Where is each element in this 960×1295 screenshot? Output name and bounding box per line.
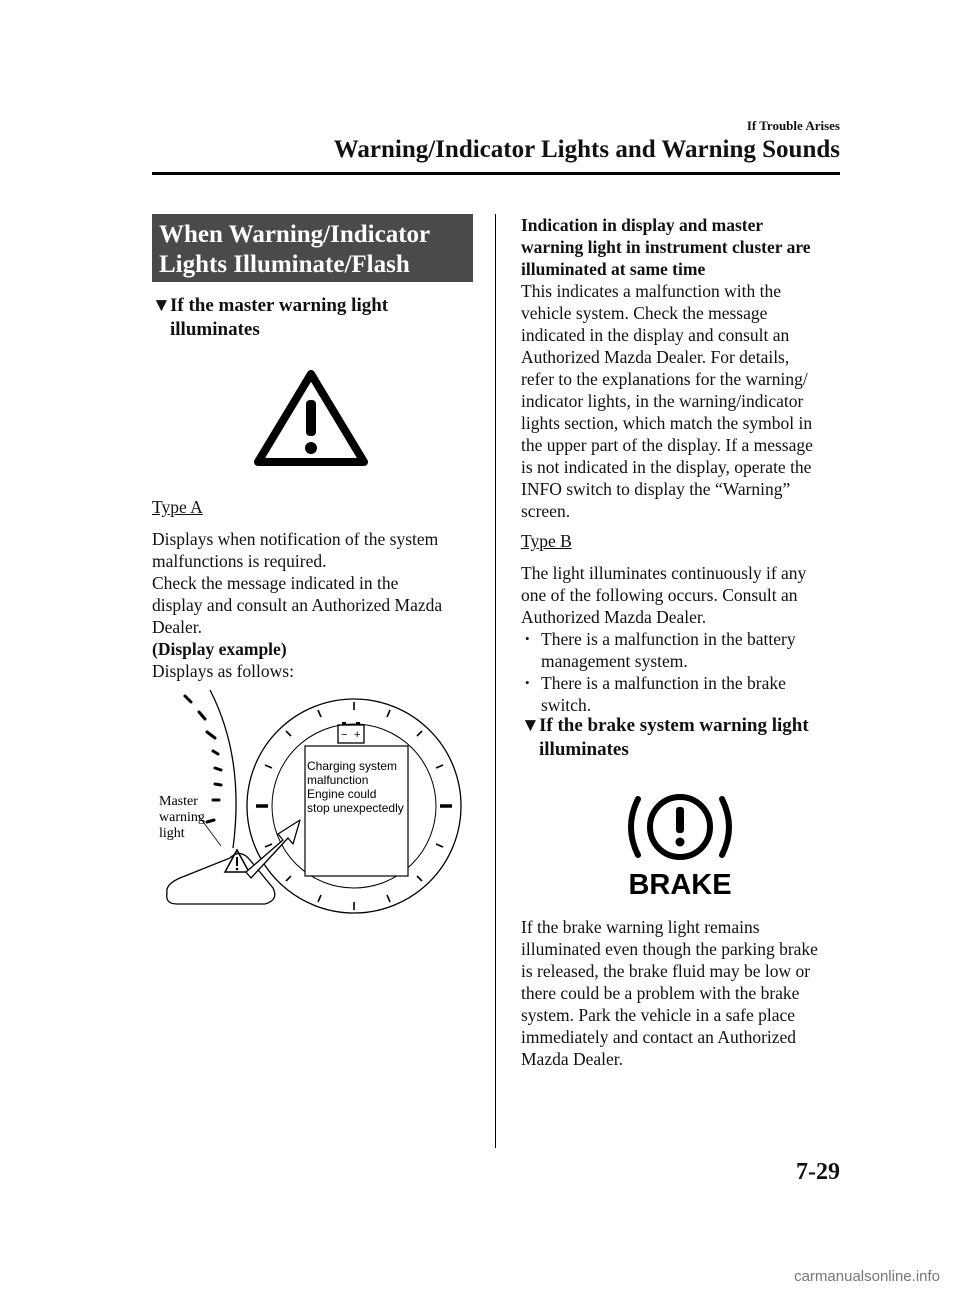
brake-heading-line-2: illuminates bbox=[539, 739, 629, 760]
master-heading bbox=[152, 294, 472, 342]
type-a-line: Check the message indicated in the bbox=[152, 573, 399, 593]
indication-heading-line: illuminated at same time bbox=[521, 259, 706, 279]
brake-heading-line-1: If the brake system warning light bbox=[539, 715, 809, 736]
bullet-line: switch. bbox=[541, 695, 592, 715]
page-number: 7-29 bbox=[796, 1159, 840, 1185]
display-message-line: malfunction bbox=[307, 773, 369, 787]
master-warning-label-line: Master bbox=[159, 794, 198, 809]
displays-as-text: Displays as follows: bbox=[152, 661, 294, 681]
section-label: If Trouble Arises bbox=[746, 118, 840, 133]
indication-text-line: the upper part of the display. If a message bbox=[521, 435, 813, 455]
type-b-line: one of the following occurs. Consult an bbox=[521, 585, 798, 605]
display-message-line: Engine could bbox=[307, 787, 377, 801]
banner-line-1: When Warning/Indicator bbox=[159, 221, 431, 248]
brake-heading bbox=[521, 714, 843, 762]
indication-text-line: screen. bbox=[521, 501, 571, 521]
display-message-line: Charging system bbox=[307, 759, 398, 773]
triangle-bullet-icon: ▼ bbox=[521, 715, 540, 736]
indication-text-line: indicator lights, in the warning/indicator bbox=[521, 391, 804, 411]
brake-icon-label: BRAKE bbox=[628, 869, 732, 897]
master-warning-label-line: light bbox=[159, 826, 185, 841]
bullet-item bbox=[521, 672, 843, 716]
indication-text-line: refer to the explanations for the warning/ bbox=[521, 369, 808, 389]
bullet-line: management system. bbox=[541, 651, 688, 671]
indication-text-line: INFO switch to display the “Warning” bbox=[521, 479, 791, 499]
type-a-block bbox=[152, 496, 472, 682]
indication-heading-line: warning light in instrument cluster are bbox=[521, 237, 811, 257]
indication-heading-line: Indication in display and master bbox=[521, 215, 764, 235]
header-rule bbox=[152, 172, 840, 175]
brake-text-line: illuminated even though the parking brake bbox=[521, 939, 818, 959]
battery-minus: − bbox=[341, 729, 348, 741]
instrument-cluster-diagram bbox=[155, 688, 465, 918]
type-a-line: display and consult an Authorized Mazda bbox=[152, 595, 443, 615]
type-b-line: Authorized Mazda Dealer. bbox=[521, 607, 707, 627]
bullet-item bbox=[521, 628, 843, 672]
indication-text-line: indicated in the display and consult an bbox=[521, 325, 790, 345]
type-a-label: Type A bbox=[152, 497, 203, 517]
indication-text-line: is not indicated in the display, operate the bbox=[521, 457, 812, 477]
brake-text-line: immediately and contact an Authorized bbox=[521, 1027, 797, 1047]
battery-icon bbox=[338, 722, 364, 743]
brake-text-line: is released, the brake fluid may be low or bbox=[521, 961, 811, 981]
type-b-label: Type B bbox=[521, 531, 572, 551]
watermark: carmanualsonline.info bbox=[794, 1268, 940, 1285]
bullet-line: • There is a malfunction in the battery bbox=[541, 629, 796, 649]
triangle-bullet-icon: ▼ bbox=[152, 295, 171, 316]
master-warning-label-line: warning bbox=[159, 810, 205, 825]
indication-text-line: vehicle system. Check the message bbox=[521, 303, 768, 323]
type-b-line: The light illuminates continuously if any bbox=[521, 563, 807, 583]
brake-text-line: If the brake warning light remains bbox=[521, 917, 760, 937]
brake-text-line: system. Park the vehicle in a safe place bbox=[521, 1005, 796, 1025]
master-heading-line-1: If the master warning light bbox=[170, 295, 389, 316]
master-heading-line-2: illuminates bbox=[170, 319, 260, 340]
display-message-line: stop unexpectedly bbox=[307, 801, 404, 815]
type-a-line: Displays when notification of the system bbox=[152, 529, 439, 549]
page-title: Warning/Indicator Lights and Warning Sounds bbox=[333, 136, 840, 163]
brake-warning-icon bbox=[620, 785, 740, 897]
master-warning-icon bbox=[252, 368, 370, 468]
indication-text-line: Authorized Mazda Dealer. For details, bbox=[521, 347, 790, 367]
banner-line-2: Lights Illuminate/Flash bbox=[159, 251, 410, 278]
indication-text-line: lights section, which match the symbol in bbox=[521, 413, 813, 433]
type-a-line: malfunctions is required. bbox=[152, 551, 327, 571]
type-a-line: Dealer. bbox=[152, 617, 203, 637]
indication-block bbox=[521, 214, 843, 716]
section-banner bbox=[152, 214, 473, 282]
brake-text-line: there could be a problem with the brake bbox=[521, 983, 800, 1003]
pointer-arrow-icon bbox=[246, 820, 300, 878]
indication-text-line: This indicates a malfunction with the bbox=[521, 281, 782, 301]
brake-text-line: Mazda Dealer. bbox=[521, 1049, 624, 1069]
display-example-label: (Display example) bbox=[152, 639, 287, 659]
bullet-line: • There is a malfunction in the brake bbox=[541, 673, 786, 693]
column-divider bbox=[495, 214, 496, 1148]
brake-text-block bbox=[521, 916, 843, 1070]
battery-plus: + bbox=[354, 729, 361, 741]
